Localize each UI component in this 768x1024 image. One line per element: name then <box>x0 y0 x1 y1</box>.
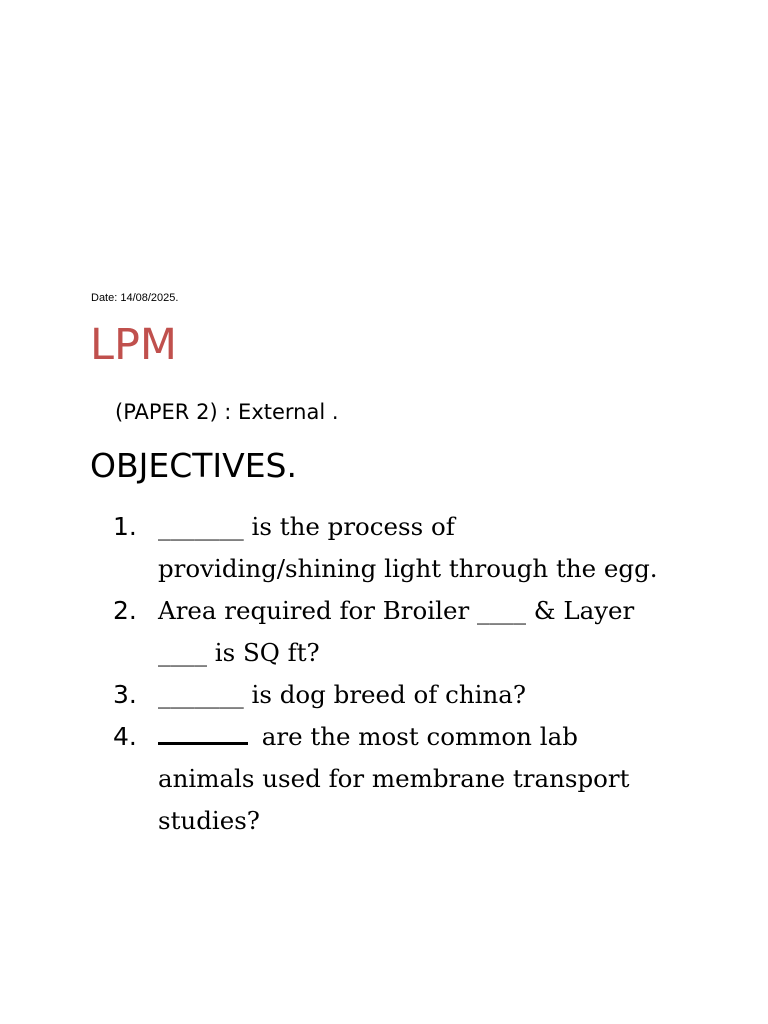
answer-blank-line <box>158 741 248 745</box>
paper-title: LPM <box>90 320 177 370</box>
question-text: are the most common lab animals used for membrane transport studies? <box>158 722 630 835</box>
question-text: _______ is the process of providing/shining light through the egg. <box>158 512 658 583</box>
question-item <box>0 506 658 590</box>
paper-subtitle: (PAPER 2) : External . <box>115 400 339 424</box>
section-heading: OBJECTIVES. <box>90 446 297 485</box>
question-item <box>0 674 658 716</box>
question-text: _______ is dog breed of china? <box>158 680 526 709</box>
question-number: 3. <box>113 680 137 709</box>
question-text: Area required for Broiler ____ & Layer ____ is SQ ft? <box>158 596 635 667</box>
question-item <box>0 590 658 674</box>
question-number: 4. <box>113 722 137 751</box>
question-number: 2. <box>113 596 137 625</box>
exam-date: Date: 14/08/2025. <box>91 292 179 304</box>
question-item <box>0 716 658 842</box>
question-number: 1. <box>113 512 137 541</box>
question-list <box>0 506 768 842</box>
